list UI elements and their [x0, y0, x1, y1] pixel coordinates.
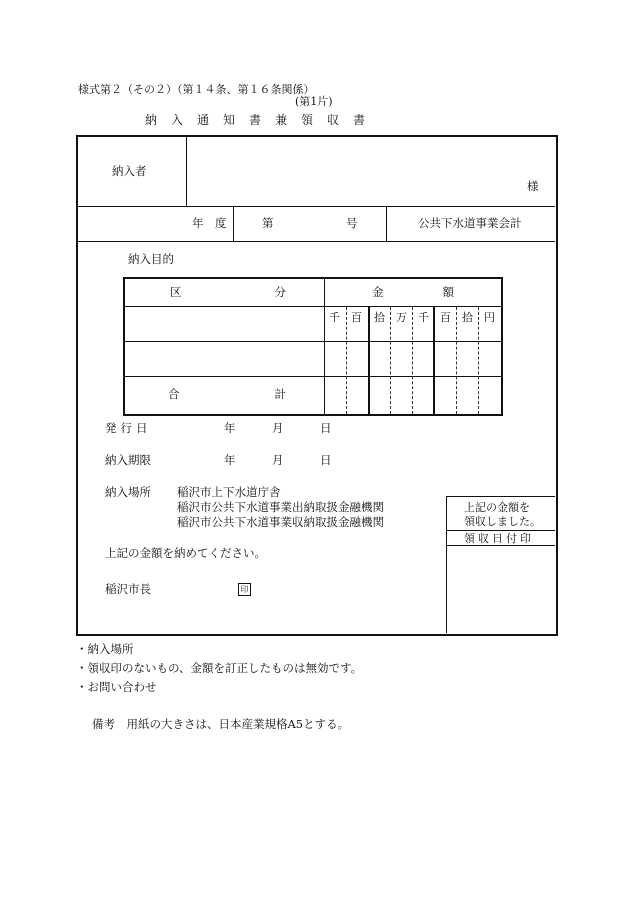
digit-sen: 千	[329, 311, 340, 324]
account-name: 公共下水道事業会計	[418, 216, 522, 230]
location-line: 稲沢市公共下水道事業出納取扱金融機関	[177, 500, 384, 514]
digit-juu: 拾	[374, 311, 385, 324]
form-code: 様式第２（その２）（第１４条、第１６条関係）	[78, 83, 315, 96]
fiscal-divider	[233, 207, 234, 241]
digit-en: 円	[484, 311, 495, 324]
number-prefix: 第	[262, 216, 274, 230]
table-line	[125, 306, 501, 307]
seal-mark: 印	[238, 583, 251, 596]
payer-divider	[186, 136, 187, 206]
issue-day: 日	[320, 421, 332, 435]
note-item: ・納入場所	[76, 642, 134, 656]
digit-dash	[346, 307, 347, 414]
fiscal-divider	[386, 207, 387, 241]
digit-dash	[478, 307, 479, 414]
table-line	[368, 307, 370, 414]
receipt-box-border	[446, 530, 555, 531]
receipt-box-border	[446, 545, 555, 546]
total-label: 合 計	[168, 387, 286, 401]
digit-man: 万	[396, 311, 407, 324]
payment-request: 上記の金額を納めてください。	[105, 546, 266, 560]
payer-label: 納入者	[112, 164, 147, 178]
location-line: 稲沢市公共下水道事業収納取扱金融機関	[177, 515, 384, 529]
receipt-text: 領収しました。	[464, 515, 541, 528]
table-line	[324, 279, 325, 414]
remark: 備考 用紙の大きさは、日本産業規格A5とする。	[92, 717, 350, 731]
due-year: 年	[224, 453, 236, 467]
receipt-box-border	[446, 496, 447, 633]
location-line: 稲沢市上下水道庁舎	[177, 485, 281, 499]
table-line	[433, 307, 435, 414]
issue-date-label: 発行日	[105, 421, 152, 435]
digit-hyaku: 百	[440, 311, 451, 324]
due-day: 日	[320, 453, 332, 467]
document-title: 納 入 通 知 書 兼 領 収 書	[145, 113, 367, 127]
category-header: 区 分	[170, 285, 286, 299]
digit-sen: 千	[418, 311, 429, 324]
digit-dash	[412, 307, 413, 414]
mayor-label: 稲沢市長	[105, 582, 151, 596]
row-divider	[77, 241, 555, 242]
due-date-label: 納入期限	[105, 453, 151, 467]
fiscal-year-label: 年 度	[192, 216, 227, 230]
location-label: 納入場所	[105, 485, 151, 499]
digit-juu: 拾	[462, 311, 473, 324]
receipt-box-border	[446, 496, 555, 497]
purpose-label: 納入目的	[128, 252, 174, 266]
issue-month: 月	[272, 421, 284, 435]
digit-dash	[456, 307, 457, 414]
amount-header: 金 額	[372, 285, 454, 299]
note-item: ・お問い合わせ	[76, 680, 157, 694]
table-line	[125, 376, 501, 377]
table-line	[125, 341, 501, 342]
digit-dash	[390, 307, 391, 414]
copy-label: (第1片)	[295, 95, 333, 108]
digit-hyaku: 百	[351, 311, 362, 324]
note-item: ・領収印のないもの、金額を訂正したものは無効です。	[76, 661, 363, 675]
receipt-stamp-label: 領収日付印	[464, 532, 534, 545]
row-divider	[77, 206, 555, 207]
number-suffix: 号	[346, 216, 358, 230]
issue-year: 年	[224, 421, 236, 435]
due-month: 月	[272, 453, 284, 467]
payer-honorific: 様	[527, 179, 539, 193]
receipt-text: 上記の金額を	[464, 501, 530, 514]
